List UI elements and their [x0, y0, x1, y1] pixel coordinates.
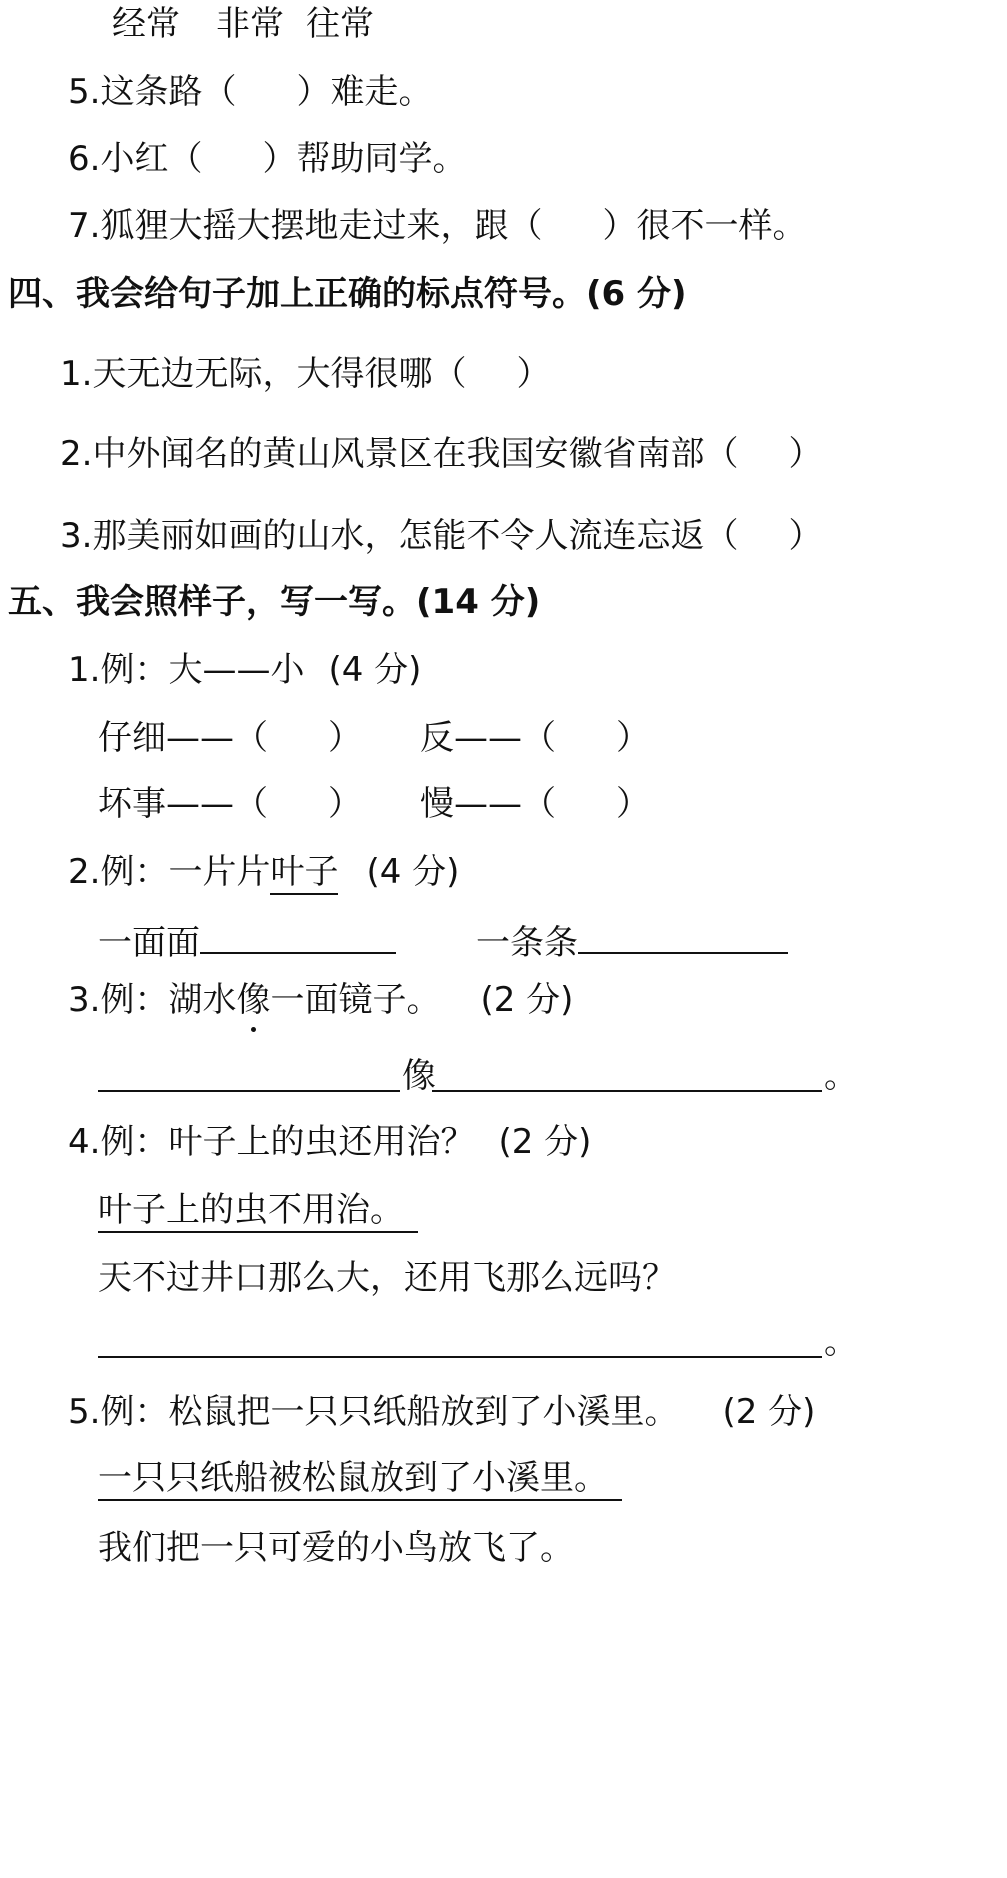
punctuation-question-3: [60, 514, 822, 558]
antonym-item: [420, 716, 650, 760]
example-text: 4.例：叶子上的虫还用治？: [68, 1122, 475, 1162]
example-4: [68, 1120, 591, 1164]
answer-line[interactable]: [432, 1090, 822, 1092]
item-text: 仔细——（: [98, 718, 268, 758]
question-text: ）难走。: [296, 72, 433, 112]
question-5: [68, 70, 432, 114]
question-text: 1.天无边无际，大得很哪（: [60, 354, 467, 394]
item-text: 一条条: [476, 923, 578, 963]
quantifier-item: [98, 918, 396, 965]
question-text: ）: [516, 354, 551, 394]
question-text: 3.那美丽如画的山水，怎能不令人流连忘返（: [60, 516, 739, 556]
item-text: ）: [616, 718, 650, 758]
period-mark: 。: [824, 1056, 858, 1096]
item-text: ）: [328, 718, 362, 758]
word-option: 往常: [306, 4, 374, 44]
example-2: [68, 850, 459, 894]
example-5: [68, 1390, 815, 1434]
answer-line[interactable]: [98, 1356, 822, 1358]
section-4-title: 四、我会给句子加上正确的标点符号。(6 分): [8, 274, 687, 314]
item-text: ）: [328, 784, 362, 824]
question-6: [68, 137, 466, 181]
question-text: ）: [788, 434, 823, 474]
answer-line[interactable]: [578, 918, 788, 954]
example-5-answer: [98, 1456, 622, 1500]
example-4-question: 天不过井口那么大，还用飞那么远吗？: [98, 1258, 676, 1298]
underlined-answer: 一只只纸船被松鼠放到了小溪里。: [98, 1458, 622, 1501]
period-mark: 。: [824, 1322, 858, 1362]
word-option: 非常: [216, 4, 284, 44]
answer-line[interactable]: [200, 918, 396, 954]
score-label: (2 分): [722, 1392, 816, 1432]
example-1: [68, 648, 421, 692]
item-text: ）: [616, 784, 650, 824]
item-text: 反——（: [420, 718, 556, 758]
question-text: 7.狐狸大摇大摆地走过来，跟（: [68, 206, 543, 246]
item-text: 一面面: [98, 923, 200, 963]
example-4-answer: [98, 1188, 418, 1232]
quantifier-item: [476, 918, 788, 965]
word-option: 经常: [112, 4, 180, 44]
example-text: 2.例：一片片: [68, 852, 271, 892]
dotted-word: 像: [236, 980, 271, 1020]
question-7: [68, 204, 806, 248]
score-label: (2 分): [480, 980, 574, 1020]
antonym-item: [420, 782, 650, 826]
underlined-answer: 叶子上的虫不用治。: [98, 1190, 418, 1233]
section-5-title: 五、我会照样子，写一写。(14 分): [8, 582, 541, 622]
example-text: 一面镜子。: [270, 980, 441, 1020]
answer-line[interactable]: [98, 1090, 400, 1092]
antonym-item: [98, 716, 362, 760]
punctuation-question-2: [60, 432, 822, 476]
question-text: 6.小红（: [68, 139, 203, 179]
example-5-question: 我们把一只可爱的小鸟放飞了。: [98, 1528, 574, 1568]
fill-middle-word: 像: [402, 1056, 436, 1096]
score-label: (4 分): [366, 852, 460, 892]
example-text: 3.例：湖水: [68, 980, 237, 1020]
item-text: 坏事——（: [98, 784, 268, 824]
question-text: 5.这条路（: [68, 72, 237, 112]
punctuation-question-1: [60, 352, 550, 396]
example-text: 1.例：大——小: [68, 650, 305, 690]
question-text: ）帮助同学。: [262, 139, 467, 179]
underlined-word: 叶子: [270, 852, 338, 895]
word-options: [112, 2, 374, 46]
question-text: ）: [788, 516, 823, 556]
example-3: [68, 978, 573, 1022]
example-text: 5.例：松鼠把一只只纸船放到了小溪里。: [68, 1392, 679, 1432]
question-text: ）很不一样。: [602, 206, 807, 246]
score-label: (4 分): [328, 650, 422, 690]
item-text: 慢——（: [420, 784, 556, 824]
antonym-item: [98, 782, 362, 826]
score-label: (2 分): [498, 1122, 592, 1162]
question-text: 2.中外闻名的黄山风景区在我国安徽省南部（: [60, 434, 739, 474]
